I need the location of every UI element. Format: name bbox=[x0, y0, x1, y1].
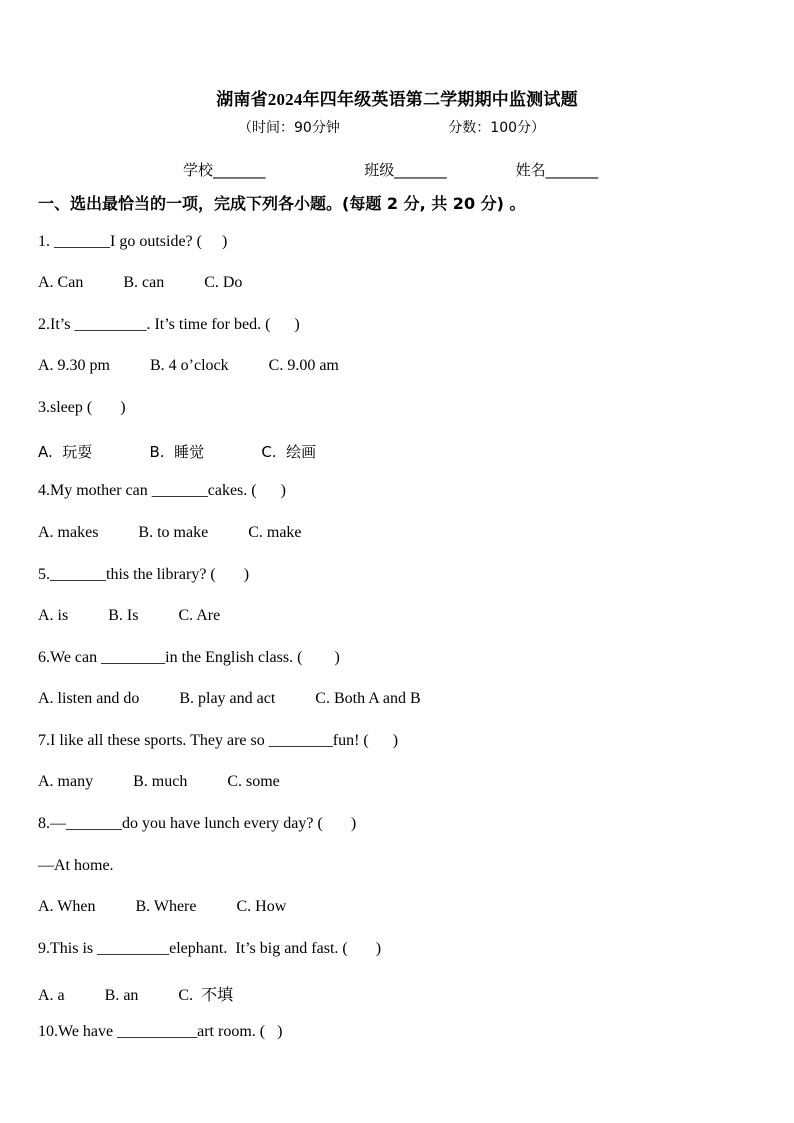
question-1: 1. _______I go outside? ( ) bbox=[38, 233, 228, 250]
exam-meta bbox=[238, 117, 545, 137]
question-2: 2.It’s _________. It’s time for bed. ( ) bbox=[38, 316, 300, 333]
question-3-options: A. 玩耍 B. 睡觉 C. 绘画 bbox=[38, 443, 317, 461]
question-3: 3.sleep ( ) bbox=[38, 399, 126, 416]
class-field: 班级_______ bbox=[364, 161, 447, 179]
exam-time: （时间：90分钟 bbox=[238, 120, 340, 136]
question-10: 10.We have __________art room. ( ) bbox=[38, 1023, 283, 1040]
question-6-options: A. listen and do B. play and act C. Both A and B bbox=[38, 690, 421, 707]
question-9: 9.This is _________elephant. It’s big and fast. ( ) bbox=[38, 940, 382, 957]
question-4-options: A. makes B. to make C. make bbox=[38, 524, 302, 541]
school-field: 学校_______ bbox=[183, 161, 266, 179]
question-8-answer-line: —At home. bbox=[38, 857, 114, 874]
section-title: 一、选出最恰当的一项，完成下列各小题。(每题 2 分, 共 20 分) 。 bbox=[38, 194, 526, 213]
exam-title: 湖南省2024年四年级英语第二学期期中监测试题 bbox=[216, 90, 578, 109]
question-4: 4.My mother can _______cakes. ( ) bbox=[38, 482, 286, 499]
question-8-options: A. When B. Where C. How bbox=[38, 898, 287, 915]
name-field: 姓名_______ bbox=[515, 161, 599, 179]
question-8: 8.—_______do you have lunch every day? ( ) bbox=[38, 815, 357, 832]
question-2-options: A. 9.30 pm B. 4 o’clock C. 9.00 am bbox=[38, 357, 339, 374]
question-7: 7.I like all these sports. They are so ________fun! ( ) bbox=[38, 732, 399, 749]
question-5-options: A. is B. Is C. Are bbox=[38, 607, 221, 624]
student-info bbox=[183, 159, 598, 180]
question-7-options: A. many B. much C. some bbox=[38, 773, 280, 790]
question-6: 6.We can ________in the English class. ( ) bbox=[38, 649, 340, 666]
question-5: 5._______this the library? ( ) bbox=[38, 566, 250, 583]
question-1-options: A. Can B. can C. Do bbox=[38, 274, 243, 291]
question-9-options: A. a B. an C. 不填 bbox=[38, 987, 234, 1004]
exam-score: 分数：100分） bbox=[448, 120, 546, 136]
